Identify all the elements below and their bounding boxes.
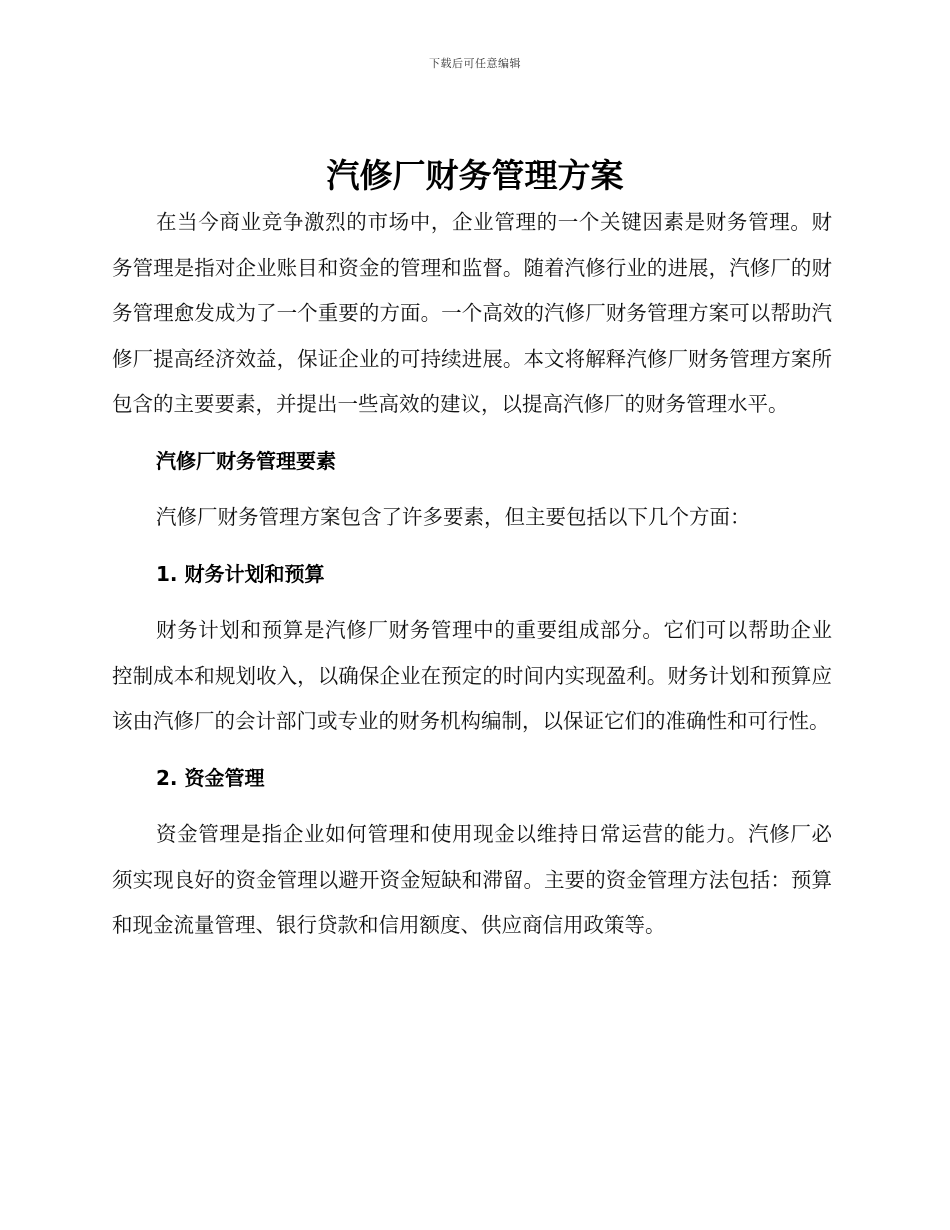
- elements-intro-paragraph: 汽修厂财务管理方案包含了许多要素，但主要包括以下几个方面：: [156, 505, 751, 529]
- section-1-paragraph: 财务计划和预算是汽修厂财务管理中的重要组成部分。它们可以帮助企业控制成本和规划收入，以确保企业在预定的时间内实现盈利。财务计划和预算应该由汽修厂的会计部门或专业的财务机构编制，以保证它们的准确性和可行性。: [112, 618, 832, 733]
- elements-heading: 汽修厂财务管理要素: [156, 448, 336, 473]
- intro-paragraph: 在当今商业竞争激烈的市场中，企业管理的一个关键因素是财务管理。财务管理是指对企业账目和资金的管理和监督。随着汽修行业的进展，汽修厂的财务管理愈发成为了一个重要的方面。一个高效的汽修厂财务管理方案可以帮助汽修厂提高经济效益，保证企业的可持续进展。本文将解释汽修厂财务管理方案所包含的主要要素，并提出一些高效的建议，以提高汽修厂的财务管理水平。: [112, 210, 832, 416]
- page-header-note: 下载后可任意编辑: [429, 57, 521, 70]
- section-2-heading: 2. 资金管理: [156, 765, 265, 790]
- section-1-heading: 1. 财务计划和预算: [156, 561, 325, 586]
- document-title: 汽修厂财务管理方案: [326, 156, 624, 195]
- document-body: [112, 200, 832, 949]
- section-2-paragraph: 资金管理是指企业如何管理和使用现金以维持日常运营的能力。汽修厂必须实现良好的资金管理以避开资金短缺和滞留。主要的资金管理方法包括：预算和现金流量管理、银行贷款和信用额度、供应商信用政策等。: [112, 822, 832, 937]
